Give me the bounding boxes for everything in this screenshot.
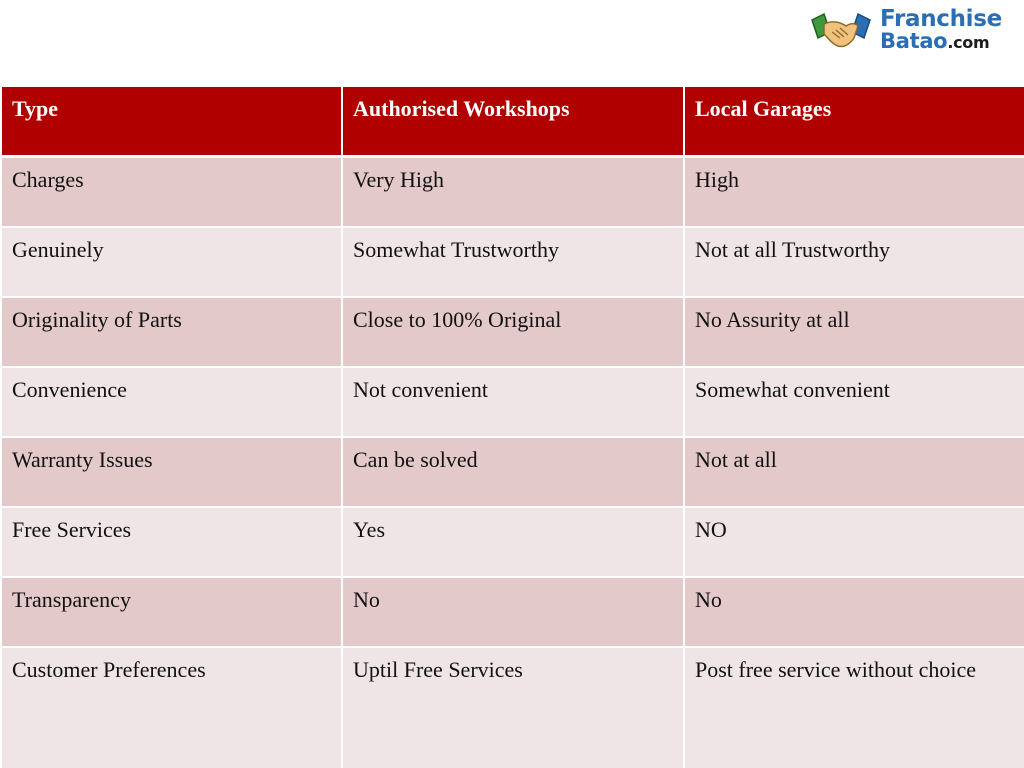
local-value: High	[684, 157, 1024, 227]
row-label: Customer Preferences	[1, 647, 342, 768]
local-value: Post free service without choice	[684, 647, 1024, 768]
table-row	[1, 647, 1024, 768]
table-row	[1, 227, 1024, 297]
comparison-table	[0, 85, 1024, 768]
table-row	[1, 507, 1024, 577]
header-local-garages: Local Garages	[684, 86, 1024, 157]
row-label: Convenience	[1, 367, 342, 437]
logo-line2	[880, 30, 1002, 54]
table-row	[1, 297, 1024, 367]
handshake-icon	[810, 10, 872, 56]
row-label: Free Services	[1, 507, 342, 577]
table-row	[1, 157, 1024, 227]
franchisebatao-logo[interactable]	[810, 8, 1010, 58]
authorised-value: Very High	[342, 157, 684, 227]
table-row	[1, 577, 1024, 647]
logo-line2-name: Batao	[880, 29, 948, 53]
authorised-value: Somewhat Trustworthy	[342, 227, 684, 297]
local-value: No Assurity at all	[684, 297, 1024, 367]
row-label: Warranty Issues	[1, 437, 342, 507]
logo-suffix: .com	[947, 33, 990, 52]
table-row	[1, 437, 1024, 507]
table-header-row	[1, 86, 1024, 157]
authorised-value: Yes	[342, 507, 684, 577]
authorised-value: No	[342, 577, 684, 647]
row-label: Charges	[1, 157, 342, 227]
local-value: Not at all	[684, 437, 1024, 507]
row-label: Transparency	[1, 577, 342, 647]
logo-text	[880, 8, 1002, 54]
table-row	[1, 367, 1024, 437]
logo-line1: Franchise	[880, 6, 1002, 32]
header-type: Type	[1, 86, 342, 157]
authorised-value: Can be solved	[342, 437, 684, 507]
local-value: NO	[684, 507, 1024, 577]
authorised-value: Not convenient	[342, 367, 684, 437]
local-value: No	[684, 577, 1024, 647]
authorised-value: Uptil Free Services	[342, 647, 684, 768]
local-value: Somewhat convenient	[684, 367, 1024, 437]
row-label: Originality of Parts	[1, 297, 342, 367]
local-value: Not at all Trustworthy	[684, 227, 1024, 297]
authorised-value: Close to 100% Original	[342, 297, 684, 367]
row-label: Genuinely	[1, 227, 342, 297]
header-authorised-workshops: Authorised Workshops	[342, 86, 684, 157]
